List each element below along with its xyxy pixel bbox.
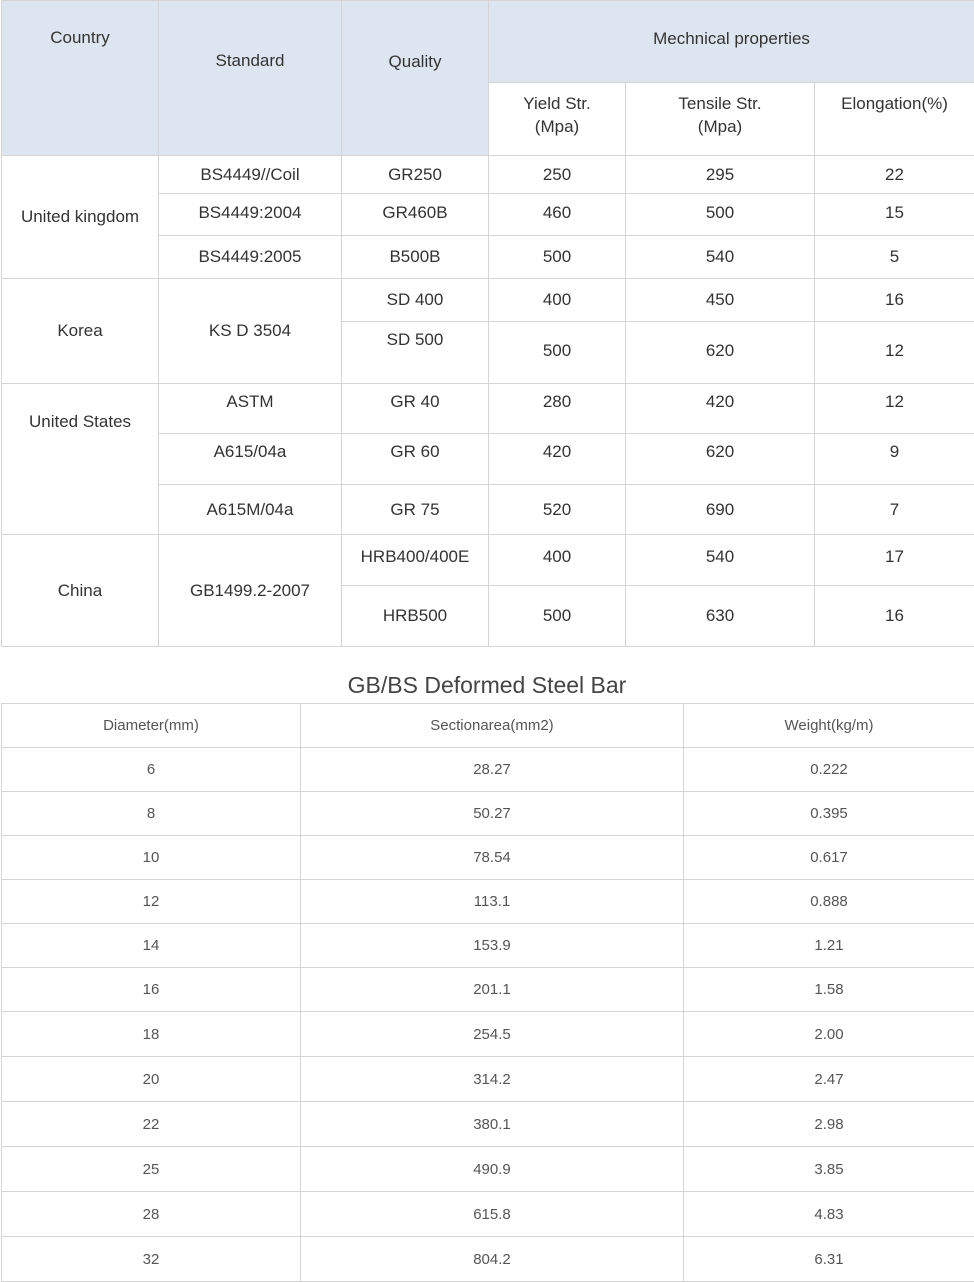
yield-cell: 420 bbox=[489, 434, 626, 485]
tensile-cell: 500 bbox=[626, 194, 815, 236]
table-row bbox=[2, 1192, 974, 1237]
section-area-cell: 113.1 bbox=[301, 880, 684, 924]
table-row bbox=[2, 1147, 974, 1192]
table-row bbox=[2, 880, 974, 924]
weight-cell: 0.888 bbox=[684, 880, 974, 924]
tensile-cell: 620 bbox=[626, 434, 815, 485]
elongation-cell: 9 bbox=[815, 434, 974, 485]
diameter-cell: 8 bbox=[2, 792, 301, 836]
standard-cell: BS4449:2004 bbox=[159, 194, 342, 236]
standard-cell: ASTM bbox=[159, 384, 342, 434]
table-header-row bbox=[2, 704, 974, 748]
table-row bbox=[2, 1237, 974, 1282]
elongation-cell: 12 bbox=[815, 322, 974, 384]
yield-cell: 400 bbox=[489, 279, 626, 322]
mechanical-properties-table bbox=[1, 0, 974, 647]
header-standard: Standard bbox=[159, 1, 342, 156]
section-area-cell: 490.9 bbox=[301, 1147, 684, 1192]
header-diameter: Diameter(mm) bbox=[2, 704, 301, 748]
elongation-cell: 16 bbox=[815, 279, 974, 322]
quality-cell: HRB500 bbox=[342, 586, 489, 647]
weight-cell: 0.617 bbox=[684, 836, 974, 880]
table-row bbox=[2, 384, 974, 434]
quality-cell: SD 500 bbox=[342, 322, 489, 384]
weight-cell: 0.222 bbox=[684, 748, 974, 792]
table-row bbox=[2, 535, 974, 586]
diameter-cell: 20 bbox=[2, 1057, 301, 1102]
section-area-cell: 615.8 bbox=[301, 1192, 684, 1237]
diameter-cell: 6 bbox=[2, 748, 301, 792]
diameter-cell: 18 bbox=[2, 1012, 301, 1057]
country-cell: Korea bbox=[2, 279, 159, 384]
country-cell: United kingdom bbox=[2, 156, 159, 279]
deformed-steel-bar-title: GB/BS Deformed Steel Bar bbox=[0, 671, 974, 699]
tensile-cell: 540 bbox=[626, 236, 815, 279]
header-weight: Weight(kg/m) bbox=[684, 704, 974, 748]
section-area-cell: 254.5 bbox=[301, 1012, 684, 1057]
quality-cell: GR460B bbox=[342, 194, 489, 236]
weight-cell: 1.58 bbox=[684, 968, 974, 1012]
elongation-cell: 12 bbox=[815, 384, 974, 434]
yield-cell: 460 bbox=[489, 194, 626, 236]
section-area-cell: 380.1 bbox=[301, 1102, 684, 1147]
weight-cell: 2.00 bbox=[684, 1012, 974, 1057]
weight-cell: 2.47 bbox=[684, 1057, 974, 1102]
elongation-cell: 7 bbox=[815, 485, 974, 535]
diameter-cell: 22 bbox=[2, 1102, 301, 1147]
diameter-cell: 14 bbox=[2, 924, 301, 968]
tensile-cell: 620 bbox=[626, 322, 815, 384]
section-area-cell: 153.9 bbox=[301, 924, 684, 968]
quality-cell: SD 400 bbox=[342, 279, 489, 322]
quality-cell: GR 60 bbox=[342, 434, 489, 485]
table-row bbox=[2, 748, 974, 792]
standard-cell: A615/04a bbox=[159, 434, 342, 485]
weight-cell: 2.98 bbox=[684, 1102, 974, 1147]
diameter-cell: 12 bbox=[2, 880, 301, 924]
yield-cell: 280 bbox=[489, 384, 626, 434]
tensile-cell: 420 bbox=[626, 384, 815, 434]
header-section-area: Sectionarea(mm2) bbox=[301, 704, 684, 748]
header-tensile: Tensile Str. (Mpa) bbox=[626, 83, 815, 156]
tensile-cell: 450 bbox=[626, 279, 815, 322]
diameter-cell: 28 bbox=[2, 1192, 301, 1237]
standard-cell: KS D 3504 bbox=[159, 279, 342, 384]
elongation-cell: 17 bbox=[815, 535, 974, 586]
table-row bbox=[2, 968, 974, 1012]
weight-cell: 6.31 bbox=[684, 1237, 974, 1282]
yield-cell: 520 bbox=[489, 485, 626, 535]
table-row bbox=[2, 1102, 974, 1147]
diameter-cell: 10 bbox=[2, 836, 301, 880]
quality-cell: B500B bbox=[342, 236, 489, 279]
quality-cell: GR 40 bbox=[342, 384, 489, 434]
standard-cell: BS4449:2005 bbox=[159, 236, 342, 279]
diameter-cell: 16 bbox=[2, 968, 301, 1012]
table-row bbox=[2, 1057, 974, 1102]
table-row bbox=[2, 156, 974, 194]
country-cell: China bbox=[2, 535, 159, 647]
section-area-cell: 201.1 bbox=[301, 968, 684, 1012]
tensile-cell: 630 bbox=[626, 586, 815, 647]
table-row bbox=[2, 792, 974, 836]
table-row bbox=[2, 836, 974, 880]
header-mechanical-properties: Mechnical properties bbox=[489, 1, 974, 83]
deformed-steel-bar-table bbox=[1, 703, 974, 1282]
section-area-cell: 804.2 bbox=[301, 1237, 684, 1282]
table-row bbox=[2, 279, 974, 322]
bar-table-body bbox=[2, 748, 974, 1282]
quality-cell: GR 75 bbox=[342, 485, 489, 535]
elongation-cell: 22 bbox=[815, 156, 974, 194]
header-yield: Yield Str. (Mpa) bbox=[489, 83, 626, 156]
table-row bbox=[2, 924, 974, 968]
header-quality: Quality bbox=[342, 1, 489, 156]
table-row bbox=[2, 1012, 974, 1057]
tensile-cell: 295 bbox=[626, 156, 815, 194]
quality-cell: GR250 bbox=[342, 156, 489, 194]
diameter-cell: 32 bbox=[2, 1237, 301, 1282]
weight-cell: 4.83 bbox=[684, 1192, 974, 1237]
elongation-cell: 16 bbox=[815, 586, 974, 647]
weight-cell: 3.85 bbox=[684, 1147, 974, 1192]
tensile-cell: 540 bbox=[626, 535, 815, 586]
country-cell: United States bbox=[2, 384, 159, 535]
header-country: Country bbox=[2, 1, 159, 156]
yield-cell: 500 bbox=[489, 236, 626, 279]
section-area-cell: 78.54 bbox=[301, 836, 684, 880]
standard-cell: GB1499.2-2007 bbox=[159, 535, 342, 647]
header-elongation: Elongation(%) bbox=[815, 83, 974, 156]
yield-cell: 500 bbox=[489, 586, 626, 647]
quality-cell: HRB400/400E bbox=[342, 535, 489, 586]
elongation-cell: 5 bbox=[815, 236, 974, 279]
elongation-cell: 15 bbox=[815, 194, 974, 236]
weight-cell: 0.395 bbox=[684, 792, 974, 836]
yield-cell: 500 bbox=[489, 322, 626, 384]
standard-cell: BS4449//Coil bbox=[159, 156, 342, 194]
standard-cell: A615M/04a bbox=[159, 485, 342, 535]
weight-cell: 1.21 bbox=[684, 924, 974, 968]
section-area-cell: 50.27 bbox=[301, 792, 684, 836]
yield-cell: 400 bbox=[489, 535, 626, 586]
yield-cell: 250 bbox=[489, 156, 626, 194]
tensile-cell: 690 bbox=[626, 485, 815, 535]
diameter-cell: 25 bbox=[2, 1147, 301, 1192]
section-area-cell: 314.2 bbox=[301, 1057, 684, 1102]
section-area-cell: 28.27 bbox=[301, 748, 684, 792]
